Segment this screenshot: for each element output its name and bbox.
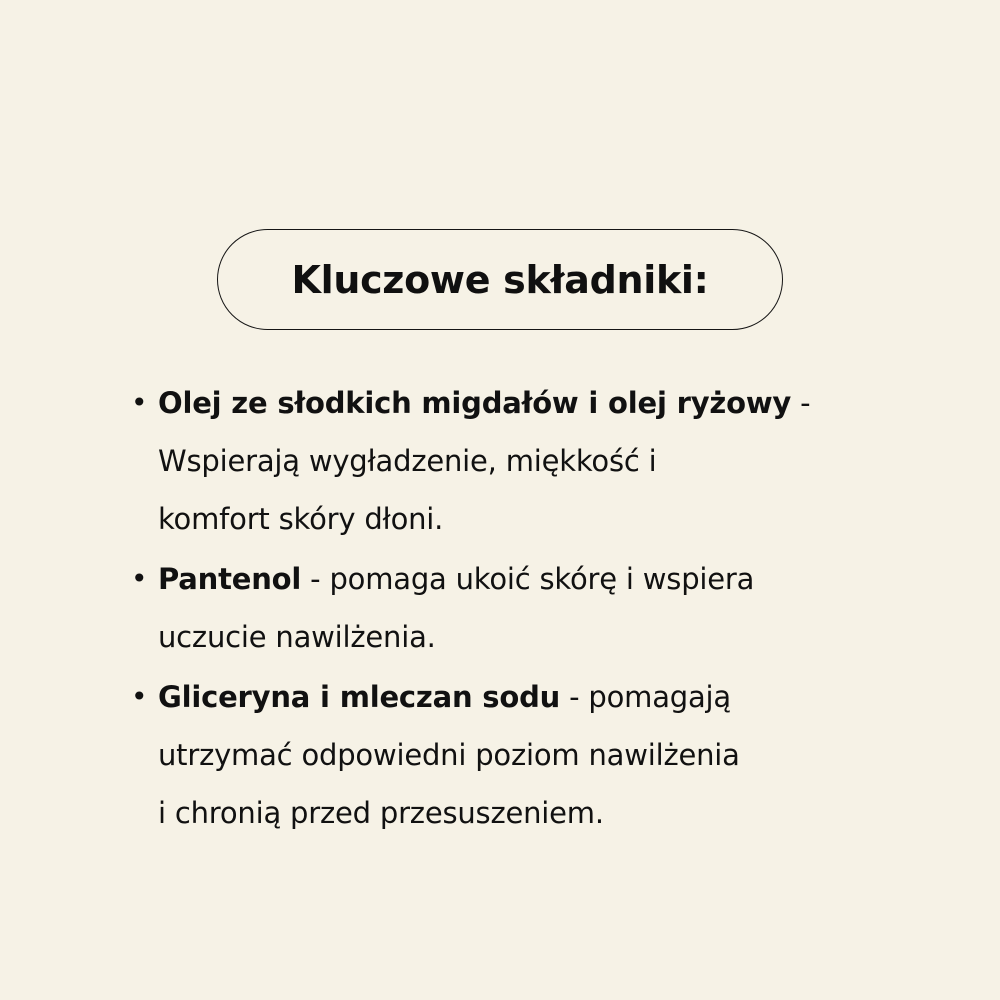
section-title-pill: [217, 229, 783, 330]
ingredient-description: - pomagają: [560, 680, 731, 714]
bullet-icon: •: [131, 562, 148, 595]
ingredient-item-glycerin-sodium-lactate: [131, 668, 918, 842]
ingredient-description-line: i chronią przed przesuszeniem.: [158, 796, 604, 830]
ingredient-description-line: Wspierają wygładzenie, miękkość i: [158, 444, 657, 478]
ingredient-description-line: utrzymać odpowiedni poziom nawilżenia: [158, 738, 740, 772]
bullet-icon: •: [131, 680, 148, 713]
bullet-icon: •: [131, 386, 148, 419]
ingredient-name: Olej ze słodkich migdałów i olej ryżowy: [158, 386, 792, 420]
ingredient-name: Pantenol: [158, 562, 302, 596]
ingredient-description: - pomaga ukoić skórę i wspiera: [301, 562, 755, 596]
ingredient-description-line: komfort skóry dłoni.: [158, 502, 444, 536]
ingredient-first-line: [158, 374, 918, 432]
ingredient-description-line: uczucie nawilżenia.: [158, 620, 436, 654]
ingredient-name: Gliceryna i mleczan sodu: [158, 680, 561, 714]
ingredient-first-line: [158, 550, 918, 608]
ingredient-first-line: [158, 668, 918, 726]
section-title: Kluczowe składniki:: [291, 257, 709, 302]
ingredient-description: -: [791, 386, 811, 420]
ingredient-item-almond-rice-oil: [131, 374, 918, 548]
ingredient-item-pantenol: [131, 550, 918, 666]
ingredients-list: [131, 374, 918, 844]
